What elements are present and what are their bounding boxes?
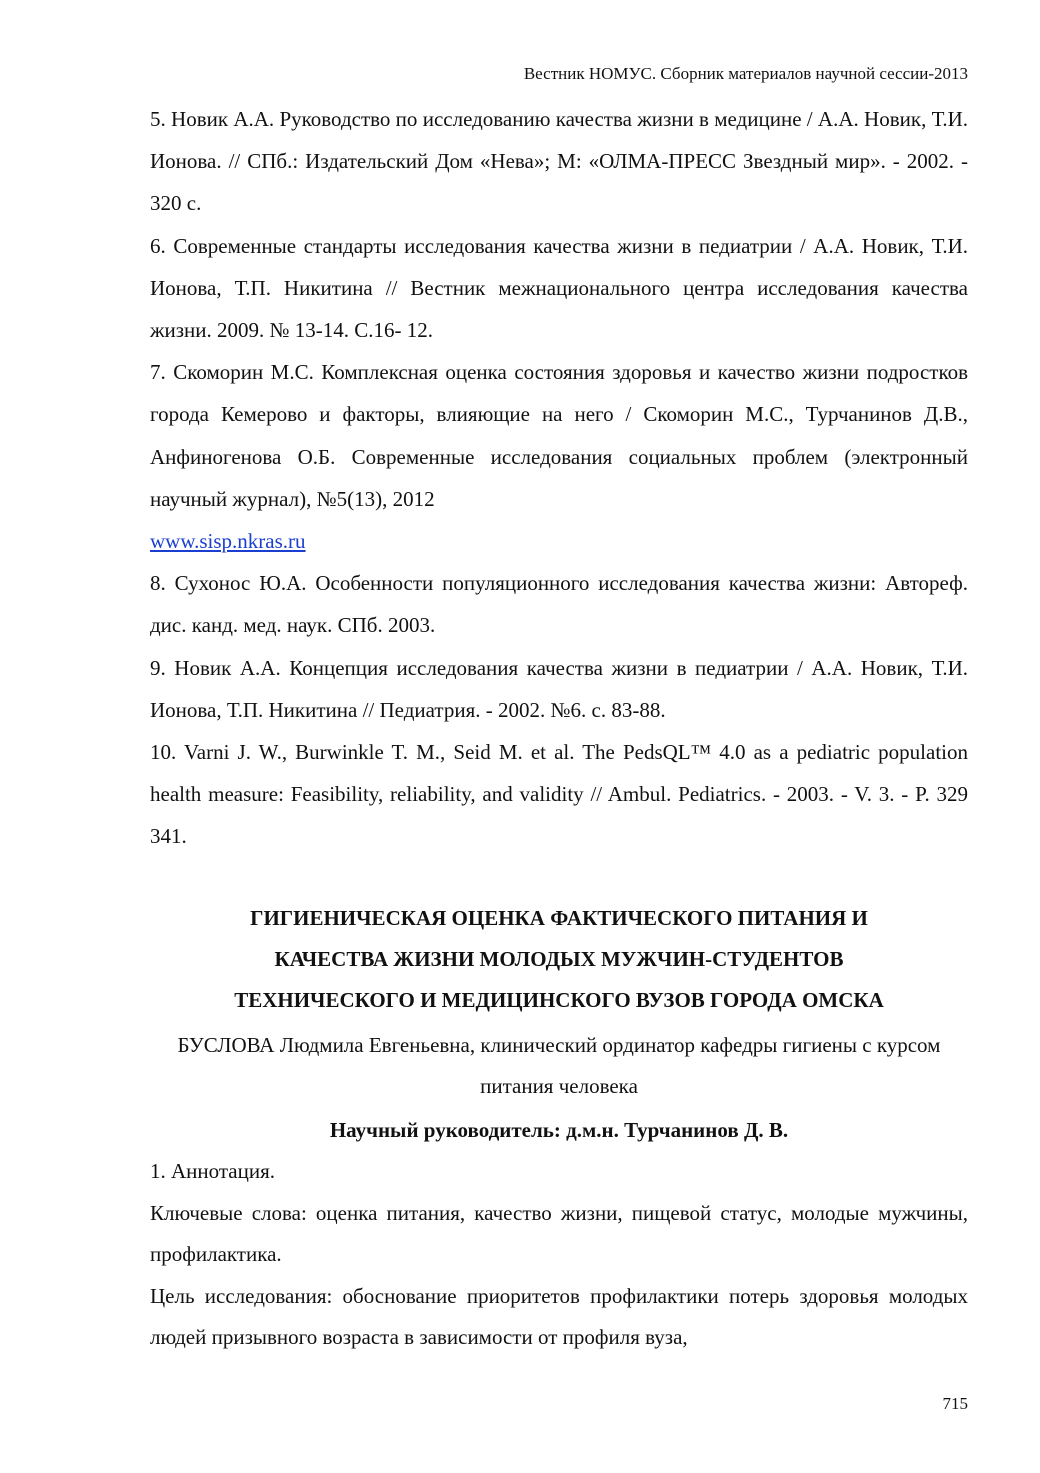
article-title-line: ТЕХНИЧЕСКОГО И МЕДИЦИНСКОГО ВУЗОВ ГОРОДА ОМСКА xyxy=(234,988,884,1012)
article-body xyxy=(150,1151,968,1359)
supervisor-line: Научный руководитель: д.м.н. Турчанинов Д. В. xyxy=(329,1118,789,1142)
reference-item: 5. Новик А.А. Руководство по исследованию качества жизни в медицине / А.А. Новик, Т.И. Ионова. // СПб.: Издательский Дом «Нева»; М: «ОЛМА-ПРЕСС Звездный мир». - 2002. - 320 с. xyxy=(150,107,968,216)
reference-item: 6. Современные стандарты исследования качества жизни в педиатрии / А.А. Новик, Т.И. Ионова, Т.П. Никитина // Вестник межнационального центра исследования качества жизни. 2009. № 13-14. С.16- 12. xyxy=(150,233,968,343)
reference-item: 9. Новик А.А. Концепция исследования качества жизни в педиатрии / А.А. Новик, Т.И. Ионова, Т.П. Никитина // Педиатрия. - 2002. №6. с. 83-88. xyxy=(150,655,968,722)
article-title xyxy=(150,898,968,1021)
reference-text: 7. Скоморин М.С. Комплексная оценка состояния здоровья и качество жизни подростков города Кемерово и факторы, влияющие на него / Скоморин М.С., Турчанинов Д.В., Анфиногенова О.Б. Современные исследования социальных проблем (электронный научный журнал), №5(13), 2012 xyxy=(150,360,968,511)
paragraph: Ключевые слова: оценка питания, качество жизни, пищевой статус, молодые мужчины, профилактика. xyxy=(150,1200,968,1266)
document-page xyxy=(150,0,968,1473)
reference-link[interactable]: www.sisp.nkras.ru xyxy=(150,529,306,554)
paragraph: 1. Аннотация. xyxy=(150,1159,276,1183)
article-title-line: КАЧЕСТВА ЖИЗНИ МОЛОДЫХ МУЖЧИН-СТУДЕНТОВ xyxy=(274,947,844,971)
reference-list xyxy=(150,98,968,858)
page-number: 715 xyxy=(942,1394,968,1413)
article-title-line: ГИГИЕНИЧЕСКАЯ ОЦЕНКА ФАКТИЧЕСКОГО ПИТАНИЯ И xyxy=(250,906,868,930)
reference-item: 8. Сухонос Ю.А. Особенности популяционного исследования качества жизни: Автореф. дис. канд. мед. наук. СПб. 2003. xyxy=(150,571,968,638)
reference-item xyxy=(150,351,968,562)
author-line: БУСЛОВА Людмила Евгеньевна, клинический ординатор кафедры гигиены с курсом питания человека xyxy=(177,1033,941,1098)
running-header: Вестник НОМУС. Сборник материалов научной сессии-2013 xyxy=(523,64,968,83)
reference-item: 10. Varni J. W., Burwinkle T. M., Seid M. et al. The PedsQL™ 4.0 as a pediatric population health measure: Feasibility, reliability, and validity // Ambul. Pediatrics. - 2003. - V. 3. - P. 329 341. xyxy=(150,740,968,849)
paragraph: Цель исследования: обоснование приоритетов профилактики потерь здоровья молодых людей призывного возраста в зависимости от профиля вуза, xyxy=(150,1283,968,1349)
